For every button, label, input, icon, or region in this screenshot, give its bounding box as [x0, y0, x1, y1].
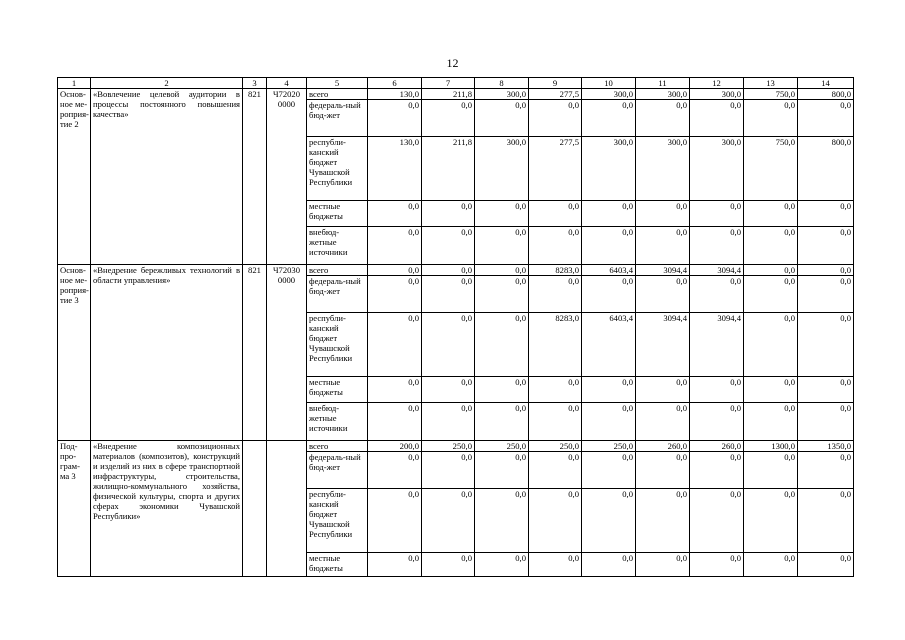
value-cell: 0,0 [690, 489, 744, 553]
table-row [58, 265, 854, 276]
value-cell: 300,0 [475, 137, 529, 201]
value-cell: 0,0 [744, 100, 798, 137]
value-cell: 0,0 [636, 377, 690, 403]
value-cell: 211,8 [422, 89, 475, 100]
value-cell: 3094,4 [636, 265, 690, 276]
value-cell: 0,0 [368, 403, 422, 441]
value-cell: 0,0 [529, 276, 582, 313]
value-cell: 0,0 [475, 100, 529, 137]
value-cell: 0,0 [368, 489, 422, 553]
value-cell: 1350,0 [798, 441, 854, 452]
header-cell: 10 [582, 78, 636, 89]
value-cell: 0,0 [475, 489, 529, 553]
header-cell: 11 [636, 78, 690, 89]
event-name-cell: Под-про-грам-ма 3 [58, 441, 91, 577]
value-cell: 277,5 [529, 137, 582, 201]
header-cell: 12 [690, 78, 744, 89]
value-cell: 0,0 [798, 276, 854, 313]
value-cell: 0,0 [744, 452, 798, 489]
value-cell: 3094,4 [636, 313, 690, 377]
value-cell: 0,0 [475, 553, 529, 577]
value-cell: 0,0 [798, 489, 854, 553]
value-cell: 0,0 [798, 201, 854, 227]
value-cell: 1300,0 [744, 441, 798, 452]
funding-source-cell: всего [307, 89, 368, 100]
value-cell: 0,0 [529, 403, 582, 441]
event-description-cell: «Внедрение композиционных материалов (композитов), конструкций и изделий из них в сфере транспортной инфраструктуры, строительства, жилищно-коммунального хозяйства, физической культуры, спорта и других сферах экономики Чувашской Республики» [91, 441, 243, 577]
value-cell: 0,0 [744, 201, 798, 227]
value-cell: 277,5 [529, 89, 582, 100]
funding-source-cell: местные бюджеты [307, 553, 368, 577]
header-cell: 8 [475, 78, 529, 89]
value-cell: 0,0 [636, 100, 690, 137]
table-body [58, 78, 854, 577]
value-cell: 0,0 [368, 452, 422, 489]
value-cell: 0,0 [582, 227, 636, 265]
value-cell: 0,0 [422, 227, 475, 265]
value-cell: 0,0 [368, 265, 422, 276]
value-cell: 0,0 [744, 265, 798, 276]
value-cell: 0,0 [744, 377, 798, 403]
value-cell: 300,0 [582, 137, 636, 201]
value-cell: 250,0 [422, 441, 475, 452]
value-cell: 0,0 [798, 377, 854, 403]
value-cell: 0,0 [368, 227, 422, 265]
value-cell: 0,0 [744, 276, 798, 313]
value-cell: 250,0 [582, 441, 636, 452]
value-cell: 0,0 [475, 313, 529, 377]
value-cell: 0,0 [636, 403, 690, 441]
funding-source-cell: федераль-ный бюд-жет [307, 100, 368, 137]
value-cell: 200,0 [368, 441, 422, 452]
header-cell: 3 [243, 78, 267, 89]
value-cell: 0,0 [690, 403, 744, 441]
value-cell: 0,0 [798, 265, 854, 276]
value-cell: 0,0 [368, 313, 422, 377]
value-cell: 0,0 [582, 377, 636, 403]
value-cell: 0,0 [475, 403, 529, 441]
funding-source-cell: республи-канский бюджет Чувашской Республики [307, 313, 368, 377]
budget-table [57, 77, 854, 577]
value-cell: 0,0 [744, 313, 798, 377]
funding-source-cell: всего [307, 265, 368, 276]
value-cell: 0,0 [690, 377, 744, 403]
value-cell: 300,0 [636, 137, 690, 201]
header-row [58, 78, 854, 89]
value-cell: 0,0 [529, 489, 582, 553]
value-cell: 800,0 [798, 137, 854, 201]
event-description-cell: «Внедрение бережливых технологий в области управления» [91, 265, 243, 441]
header-cell: 5 [307, 78, 368, 89]
value-cell: 0,0 [636, 276, 690, 313]
value-cell: 0,0 [582, 100, 636, 137]
value-cell: 0,0 [475, 377, 529, 403]
value-cell: 0,0 [690, 100, 744, 137]
value-cell: 211,8 [422, 137, 475, 201]
event-description-cell: «Вовлечение целевой аудитории в процессы постоянного повышения качества» [91, 89, 243, 265]
header-cell: 4 [267, 78, 307, 89]
target-code-cell: Ч72020 0000 [267, 89, 307, 265]
value-cell: 0,0 [636, 227, 690, 265]
value-cell: 0,0 [529, 100, 582, 137]
value-cell: 0,0 [529, 227, 582, 265]
value-cell: 130,0 [368, 137, 422, 201]
value-cell: 0,0 [798, 553, 854, 577]
value-cell: 8283,0 [529, 265, 582, 276]
funding-source-cell: республи-канский бюджет Чувашской Республики [307, 489, 368, 553]
value-cell: 750,0 [744, 137, 798, 201]
value-cell: 0,0 [529, 377, 582, 403]
header-cell: 14 [798, 78, 854, 89]
value-cell: 0,0 [422, 403, 475, 441]
value-cell: 250,0 [529, 441, 582, 452]
event-name-cell: Основ-ное ме-роприя-тие 2 [58, 89, 91, 265]
value-cell: 250,0 [475, 441, 529, 452]
value-cell: 130,0 [368, 89, 422, 100]
value-cell: 0,0 [744, 553, 798, 577]
value-cell: 0,0 [690, 227, 744, 265]
value-cell: 0,0 [582, 276, 636, 313]
value-cell: 0,0 [368, 377, 422, 403]
value-cell: 0,0 [368, 100, 422, 137]
value-cell: 0,0 [744, 227, 798, 265]
value-cell: 0,0 [422, 100, 475, 137]
value-cell: 0,0 [744, 403, 798, 441]
value-cell: 0,0 [582, 553, 636, 577]
value-cell: 0,0 [636, 489, 690, 553]
value-cell: 0,0 [582, 403, 636, 441]
value-cell: 0,0 [529, 553, 582, 577]
value-cell: 3094,4 [690, 313, 744, 377]
value-cell: 6403,4 [582, 265, 636, 276]
ministry-code-cell: 821 [243, 265, 267, 441]
funding-source-cell: всего [307, 441, 368, 452]
value-cell: 0,0 [798, 403, 854, 441]
value-cell: 0,0 [529, 201, 582, 227]
value-cell: 0,0 [636, 452, 690, 489]
ministry-code-cell: 821 [243, 89, 267, 265]
value-cell: 0,0 [690, 553, 744, 577]
table-row [58, 89, 854, 100]
value-cell: 300,0 [690, 137, 744, 201]
value-cell: 0,0 [422, 313, 475, 377]
value-cell: 0,0 [690, 201, 744, 227]
value-cell: 800,0 [798, 89, 854, 100]
value-cell: 0,0 [690, 276, 744, 313]
header-cell: 9 [529, 78, 582, 89]
target-code-cell: Ч72030 0000 [267, 265, 307, 441]
event-name-cell: Основ-ное ме-роприя-тие 3 [58, 265, 91, 441]
value-cell: 6403,4 [582, 313, 636, 377]
value-cell: 0,0 [368, 201, 422, 227]
value-cell: 0,0 [744, 489, 798, 553]
value-cell: 0,0 [636, 201, 690, 227]
value-cell: 0,0 [475, 227, 529, 265]
value-cell: 0,0 [368, 276, 422, 313]
header-cell: 2 [91, 78, 243, 89]
funding-source-cell: федераль-ный бюд-жет [307, 452, 368, 489]
value-cell: 0,0 [475, 452, 529, 489]
funding-source-cell: местные бюджеты [307, 377, 368, 403]
value-cell: 0,0 [798, 452, 854, 489]
value-cell: 0,0 [582, 201, 636, 227]
value-cell: 0,0 [422, 553, 475, 577]
value-cell: 300,0 [636, 89, 690, 100]
value-cell: 0,0 [690, 452, 744, 489]
value-cell: 0,0 [582, 489, 636, 553]
value-cell: 0,0 [475, 276, 529, 313]
value-cell: 0,0 [422, 265, 475, 276]
header-cell: 1 [58, 78, 91, 89]
value-cell: 300,0 [475, 89, 529, 100]
value-cell: 0,0 [582, 452, 636, 489]
value-cell: 0,0 [475, 201, 529, 227]
value-cell: 8283,0 [529, 313, 582, 377]
value-cell: 260,0 [636, 441, 690, 452]
value-cell: 3094,4 [690, 265, 744, 276]
value-cell: 0,0 [422, 452, 475, 489]
ministry-code-cell [243, 441, 267, 577]
funding-source-cell: местные бюджеты [307, 201, 368, 227]
target-code-cell [267, 441, 307, 577]
value-cell: 0,0 [422, 489, 475, 553]
value-cell: 0,0 [798, 100, 854, 137]
header-cell: 7 [422, 78, 475, 89]
funding-source-cell: республи-канский бюджет Чувашской Республики [307, 137, 368, 201]
header-cell: 6 [368, 78, 422, 89]
value-cell: 0,0 [636, 553, 690, 577]
value-cell: 0,0 [422, 201, 475, 227]
value-cell: 0,0 [475, 265, 529, 276]
value-cell: 0,0 [368, 553, 422, 577]
value-cell: 300,0 [690, 89, 744, 100]
header-cell: 13 [744, 78, 798, 89]
value-cell: 0,0 [798, 313, 854, 377]
table-row [58, 441, 854, 452]
funding-source-cell: внебюд-жетные источники [307, 403, 368, 441]
value-cell: 260,0 [690, 441, 744, 452]
value-cell: 0,0 [798, 227, 854, 265]
value-cell: 0,0 [529, 452, 582, 489]
value-cell: 300,0 [582, 89, 636, 100]
value-cell: 750,0 [744, 89, 798, 100]
page-number: 12 [446, 56, 459, 70]
value-cell: 0,0 [422, 377, 475, 403]
funding-source-cell: внебюд-жетные источники [307, 227, 368, 265]
value-cell: 0,0 [422, 276, 475, 313]
funding-source-cell: федераль-ный бюд-жет [307, 276, 368, 313]
